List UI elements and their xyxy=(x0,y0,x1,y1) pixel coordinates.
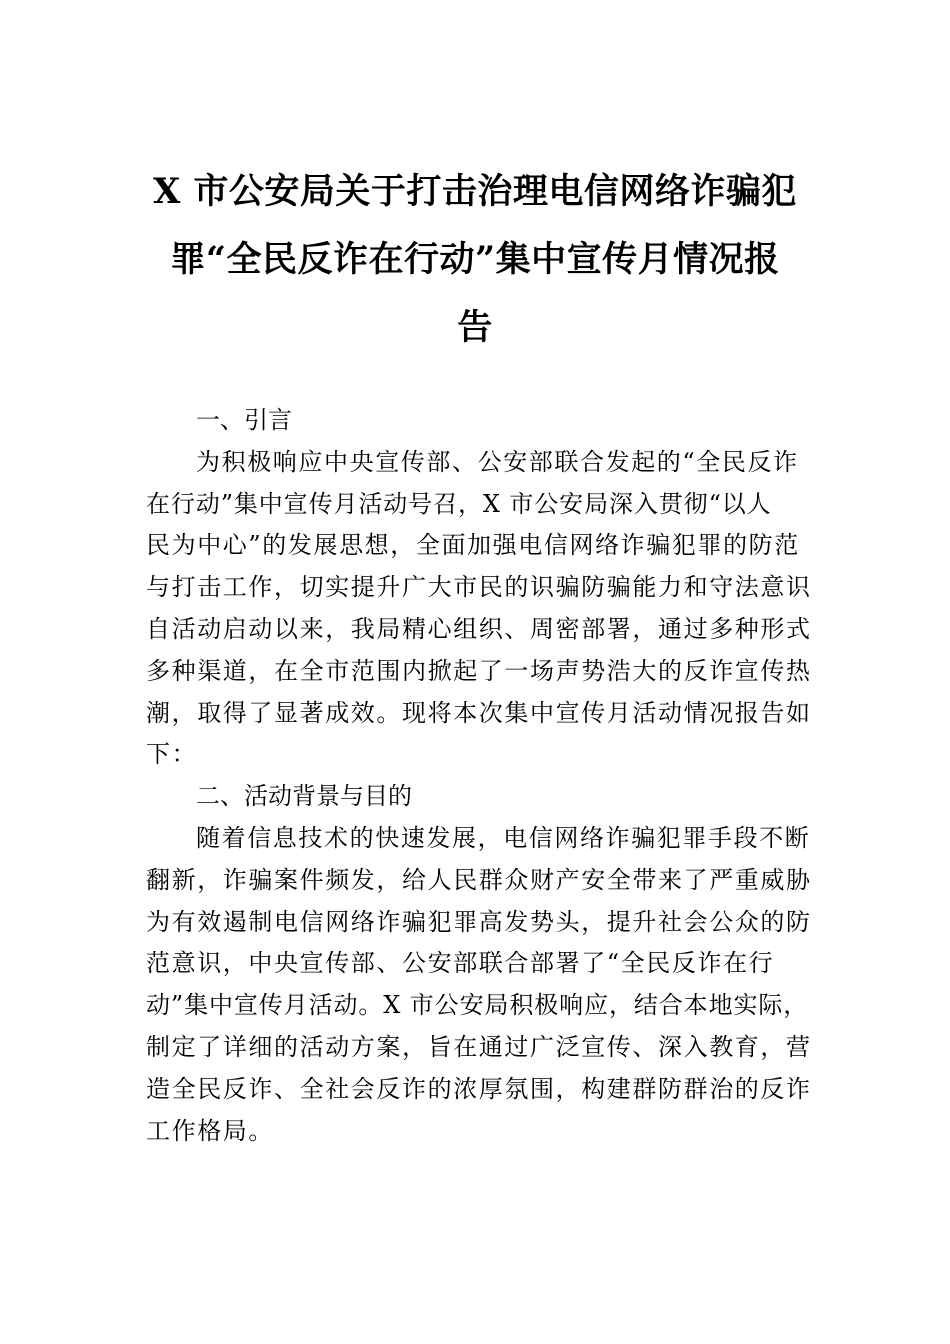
paragraph-line: 翻新，诈骗案件频发，给人民群众财产安全带来了严重威胁 xyxy=(146,865,812,894)
paragraph-line: 为有效遏制电信网络诈骗犯罪高发势头，提升社会公众的防 xyxy=(146,907,812,936)
paragraph-line: 与打击工作，切实提升广大市民的识骗防骗能力和守法意识 xyxy=(146,573,812,602)
paragraph-line: 动”集中宣传月活动。X 市公安局积极响应，结合本地实际， xyxy=(146,991,809,1020)
paragraph-line: 为积极响应中央宣传部、公安部联合发起的“全民反诈 xyxy=(196,447,799,476)
section-introduction xyxy=(146,400,812,776)
section-paragraph xyxy=(146,818,812,1152)
title-line: 罪“全民反诈在行动”集中宣传月情况报 xyxy=(170,239,780,280)
title-line: X 市公安局关于打击治理电信网络诈骗犯 xyxy=(153,171,797,212)
section-background-and-purpose xyxy=(146,776,812,1152)
paragraph-line: 造全民反诈、全社会反诈的浓厚氛围，构建群防群治的反诈 xyxy=(146,1074,812,1103)
title-line: 告 xyxy=(457,307,493,348)
paragraph-line: 在行动”集中宣传月活动号召，X 市公安局深入贯彻“以人 xyxy=(146,489,772,518)
paragraph-line: 范意识，中央宣传部、公安部联合部署了“全民反诈在行 xyxy=(146,949,775,978)
paragraph-line: 多种渠道，在全市范围内掀起了一场声势浩大的反诈宣传热 xyxy=(146,656,812,685)
paragraph-line: 随着信息技术的快速发展，电信网络诈骗犯罪手段不断 xyxy=(196,823,811,852)
paragraph-line: 自活动启动以来，我局精心组织、周密部署，通过多种形式 xyxy=(146,614,812,643)
paragraph-line: 工作格局。 xyxy=(146,1116,274,1145)
paragraph-line: 制定了详细的活动方案，旨在通过广泛宣传、深入教育，营 xyxy=(146,1032,812,1061)
document-body xyxy=(146,400,812,1152)
paragraph-line: 民为中心”的发展思想，全面加强电信网络诈骗犯罪的防范 xyxy=(146,531,800,560)
document-title xyxy=(130,158,820,362)
section-heading: 一、引言 xyxy=(196,406,292,434)
paragraph-line: 潮，取得了显著成效。现将本次集中宣传月活动情况报告如 xyxy=(146,698,812,727)
section-heading: 二、活动背景与目的 xyxy=(196,782,412,811)
section-paragraph xyxy=(146,442,812,776)
paragraph-line: 下： xyxy=(146,740,198,769)
